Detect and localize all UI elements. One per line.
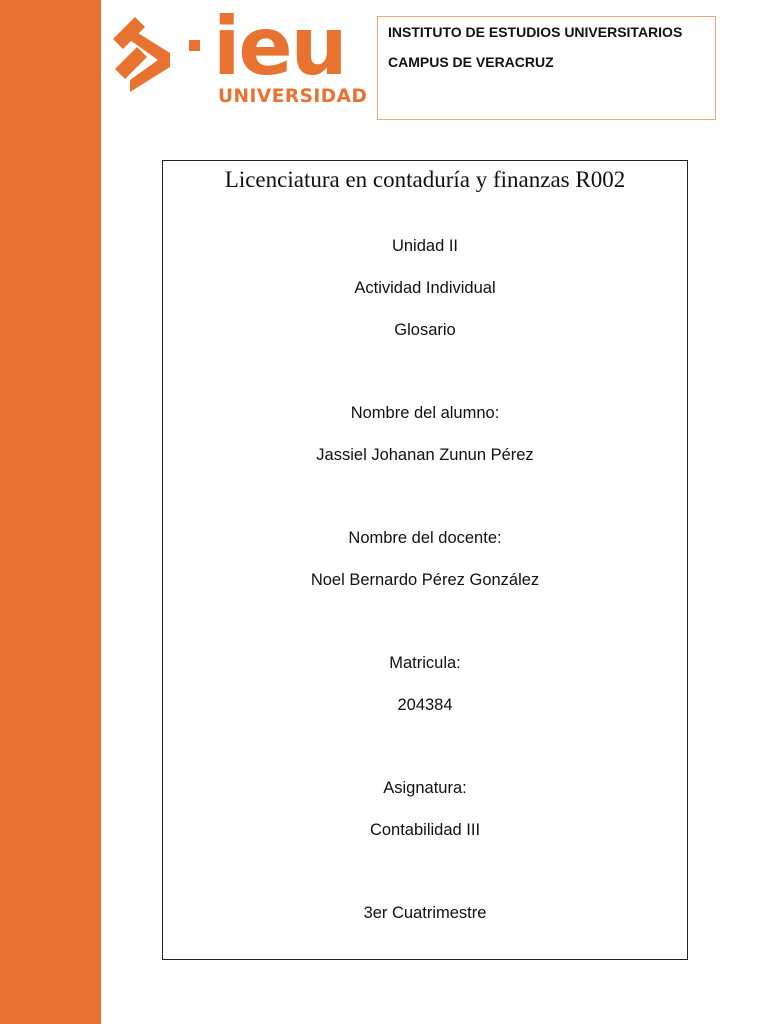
- subject-value: Contabilidad III: [369, 821, 481, 839]
- cover-page-box: [162, 160, 688, 960]
- student-name: Jassiel Johanan Zunun Pérez: [316, 446, 534, 464]
- topic-label: Glosario: [394, 321, 456, 339]
- activity-label: Actividad Individual: [354, 279, 496, 297]
- institution-name: INSTITUTO DE ESTUDIOS UNIVERSITARIOS: [388, 24, 683, 40]
- teacher-name: Noel Bernardo Pérez González: [310, 571, 540, 589]
- ieu-universidad-logo: [108, 8, 370, 108]
- orange-side-bar: [0, 0, 101, 1024]
- logo-subtext: UNIVERSIDAD: [218, 86, 368, 107]
- ieu-logo-graphic: [108, 8, 370, 108]
- student-label: Nombre del alumno:: [350, 404, 500, 422]
- institution-box: [377, 16, 716, 120]
- logo-dot: [189, 40, 200, 51]
- subject-label: Asignatura:: [383, 779, 467, 797]
- id-label: Matricula:: [389, 654, 461, 672]
- campus-name: CAMPUS DE VERACRUZ: [388, 54, 554, 70]
- logo-wordmark: ieu: [213, 8, 346, 93]
- teacher-label: Nombre del docente:: [348, 529, 502, 547]
- unit-label: Unidad II: [391, 237, 459, 255]
- term-label: 3er Cuatrimestre: [363, 904, 487, 922]
- id-value: 204384: [397, 696, 453, 714]
- program-title: Licenciatura en contaduría y finanzas R002: [224, 167, 626, 192]
